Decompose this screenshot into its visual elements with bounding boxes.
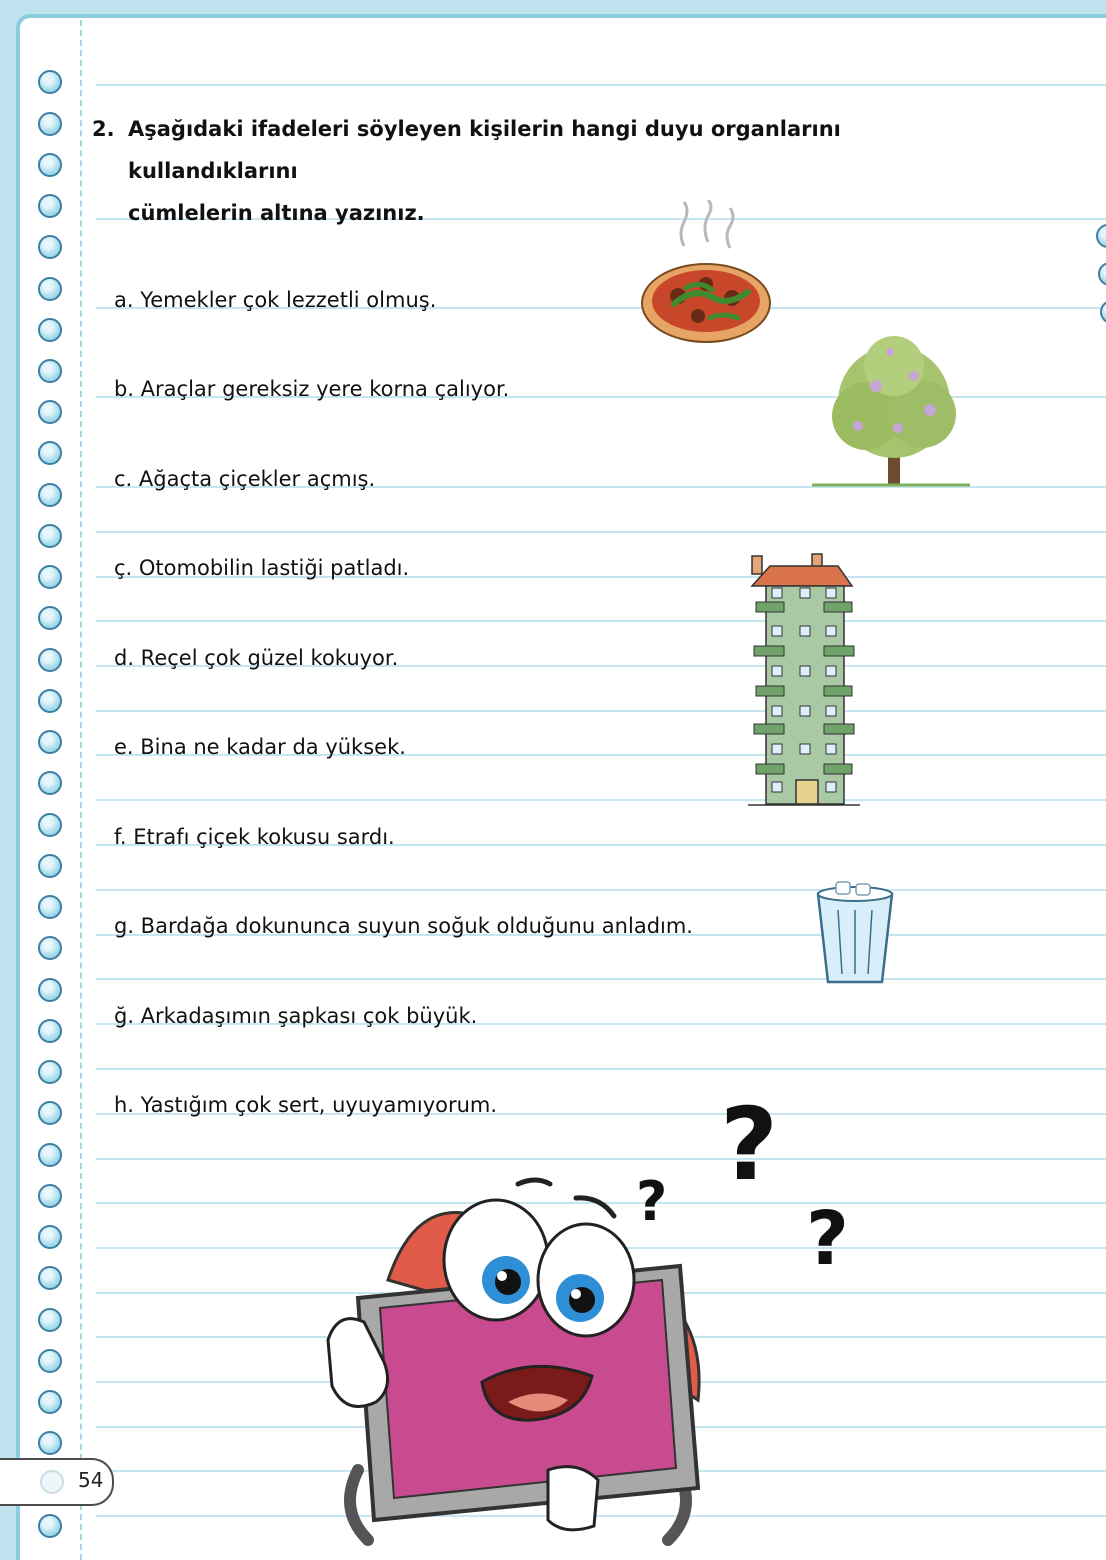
binder-ring (38, 441, 62, 465)
statement-c: c. Ağaçta çiçekler açmış. (114, 467, 376, 491)
binder-ring (38, 153, 62, 177)
task-instruction-line-1: Aşağıdaki ifadeleri söyleyen kişilerin hangi duyu organlarını kullandıklarını (128, 117, 841, 183)
task-heading (92, 108, 992, 234)
task-number: 2. (92, 117, 115, 141)
binder-ring (38, 1101, 62, 1125)
binder-ring (38, 1390, 62, 1414)
steam-line (705, 200, 711, 242)
steam-line (681, 202, 687, 246)
binder-ring-faded (40, 1470, 64, 1494)
binder-ring (38, 194, 62, 218)
statement-h: h. Yastığım çok sert, uyuyamıyorum. (114, 1093, 498, 1117)
binder-ring (38, 606, 62, 630)
binder-ring (38, 235, 62, 259)
statement-a: a. Yemekler çok lezzetli olmuş. (114, 288, 437, 312)
ruled-line (96, 620, 1106, 622)
binder-ring (38, 1308, 62, 1332)
binder-ring (38, 813, 62, 837)
tree-icon (810, 332, 972, 490)
question-mark-small: ? (636, 1170, 668, 1233)
binder-ring (38, 1060, 62, 1084)
margin-line (80, 20, 82, 1560)
task-instruction-line-2: cümlelerin altına yazınız. (128, 201, 425, 225)
statement-c-cedilla: ç. Otomobilin lastiği patladı. (114, 556, 410, 580)
binder-ring (38, 936, 62, 960)
glass-icon (812, 880, 898, 990)
binder-ring (38, 1514, 62, 1538)
ruled-line (96, 710, 1106, 712)
ruled-line (96, 1068, 1106, 1070)
binder-ring (38, 1349, 62, 1373)
question-mark-large: ? (720, 1086, 779, 1203)
building-icon (748, 548, 860, 810)
question-mark-medium: ? (806, 1196, 849, 1282)
binder-ring (38, 70, 62, 94)
binder-ring (38, 400, 62, 424)
ruled-line (96, 799, 1106, 801)
binder-ring (38, 1225, 62, 1249)
ruled-line (96, 84, 1106, 86)
pizza-icon (636, 200, 776, 348)
steam-line (727, 208, 733, 248)
binder-ring (38, 277, 62, 301)
binder-ring (38, 730, 62, 754)
binder-ring (38, 1019, 62, 1043)
statement-e: e. Bina ne kadar da yüksek. (114, 735, 406, 759)
ruled-line (96, 978, 1106, 980)
binder-ring (38, 895, 62, 919)
ruled-line (96, 531, 1106, 533)
binder-ring (38, 565, 62, 589)
confused-character (318, 1170, 728, 1550)
binder-ring (38, 1266, 62, 1290)
binder-ring (38, 854, 62, 878)
binder-ring (38, 1184, 62, 1208)
binder-ring (38, 1143, 62, 1167)
statement-f: f. Etrafı çiçek kokusu sardı. (114, 825, 395, 849)
ruled-line (96, 889, 1106, 891)
statement-d: d. Reçel çok güzel kokuyor. (114, 646, 399, 670)
binder-ring (38, 524, 62, 548)
statement-g: g. Bardağa dokununca suyun soğuk olduğunu anladım. (114, 914, 693, 938)
statement-g-breve: ğ. Arkadaşımın şapkası çok büyük. (114, 1004, 478, 1028)
binder-ring (38, 359, 62, 383)
binder-ring (38, 112, 62, 136)
binder-ring (38, 648, 62, 672)
ruled-line (96, 1158, 1106, 1160)
binder-ring (38, 978, 62, 1002)
binder-ring (38, 483, 62, 507)
binder-ring (38, 318, 62, 342)
statement-b: b. Araçlar gereksiz yere korna çalıyor. (114, 377, 510, 401)
binder-ring (38, 1431, 62, 1455)
binder-ring (38, 689, 62, 713)
page-number: 54 (78, 1468, 104, 1492)
binder-ring (38, 771, 62, 795)
